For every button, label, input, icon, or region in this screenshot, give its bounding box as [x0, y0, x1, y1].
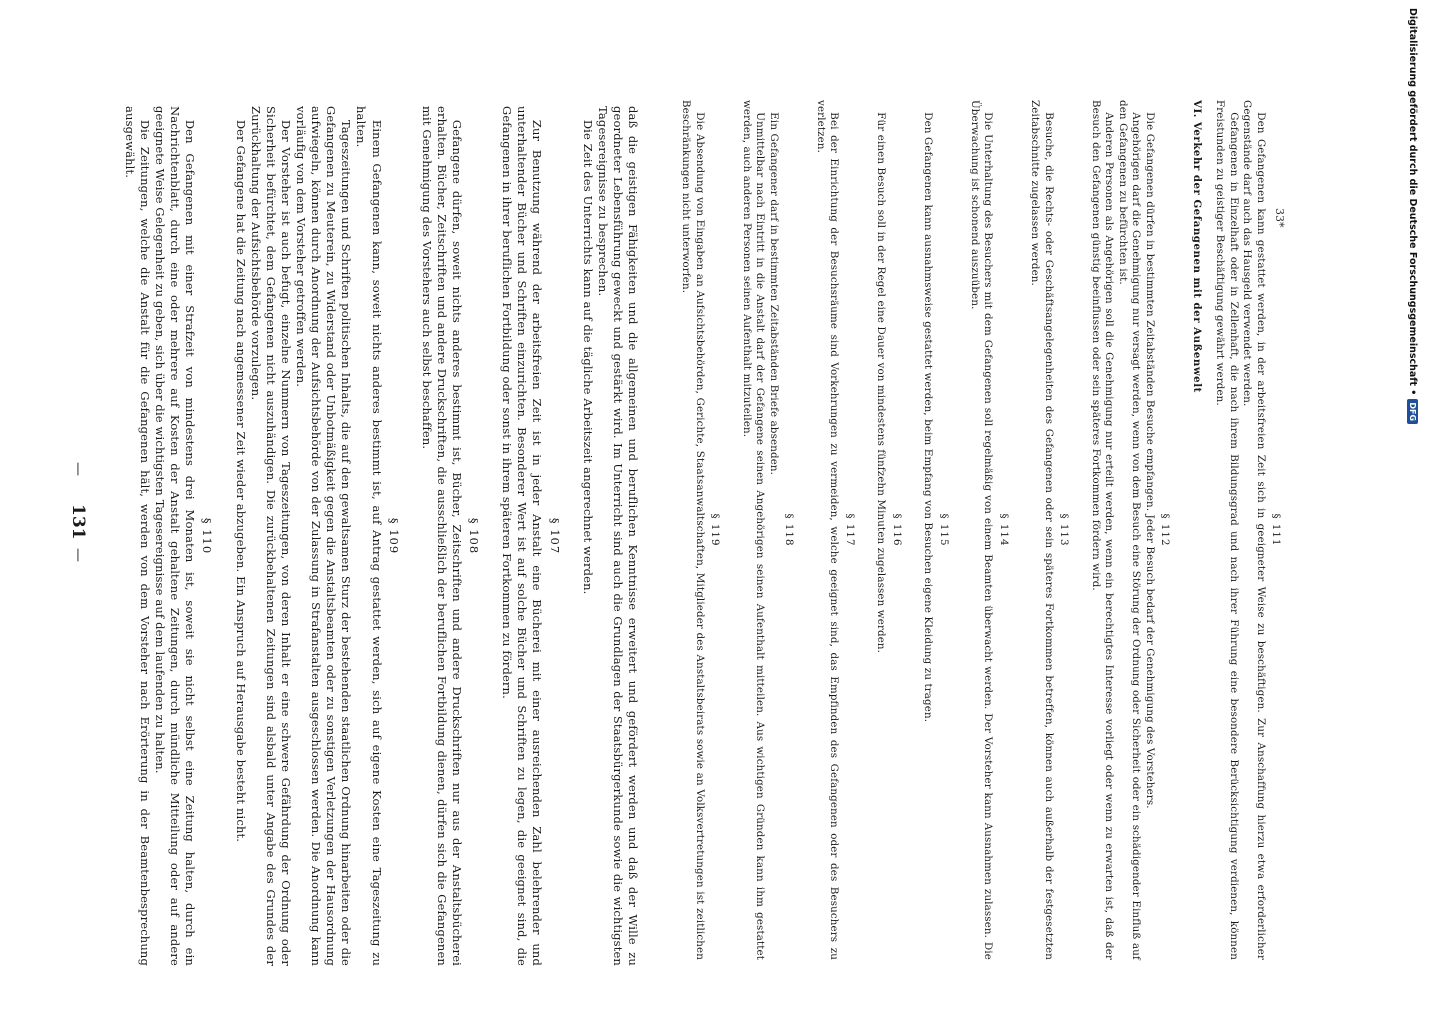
- paragraph: Zur Benutzung während der arbeitsfreien Zeit ist in jeder Anstalt eine Bücherei mit einer ausreichenden Zahl belehrender und unterhaltender Bücher und Schriften einzurichten. Besonderer Wert ist auf solche Bücher und Schriften zu legen, die geeignet sind, die Gefangenen in ihrer beruflichen Fortbildung oder sonst in ihrem späteren Fortkommen zu fördern.: [500, 106, 545, 966]
- section-heading-118: § 118: [783, 513, 796, 547]
- section-heading-114: § 114: [997, 513, 1010, 547]
- page-header: [66, 462, 88, 1022]
- paragraph: Den Gefangenen mit einer Strafzeit von mindestens drei Monaten ist, soweit sie nicht selbst eine Zeitung halten, durch ein Nachrichtenblatt, durch eine oder mehrere auf Kosten der Anstalt gehaltene Zeitungen, durch mündliche Mitteilung oder auf andere geeignete Weise Gelegenheit zu geben, sich über die wichtigsten Tagesereignisse auf dem laufenden zu halten.: [153, 106, 198, 966]
- paragraph: Die Zeitungen, welche die Anstalt für die Gefangenen hält, werden von dem Vorsteher nach Erörterung in der Beamtenbesprechung ausgewählt.: [122, 106, 153, 966]
- credit-text: Digitalisierung gefördert durch die Deutsche Forschungsgemeinschaft •: [1407, 8, 1418, 396]
- paragraph: Einem Gefangenen kann, soweit nichts anderes bestimmt ist, auf Antrag gestattet werden, sich auf eigene Kosten eine Tageszeitung zu halten.: [354, 106, 384, 966]
- section-heading-115: § 115: [937, 513, 950, 547]
- header-dash-right: —: [70, 548, 86, 562]
- paragraph: Ein Gefangener darf in bestimmten Zeitabständen Briefe absenden.: [767, 112, 780, 476]
- section-heading-110: § 110: [200, 517, 215, 555]
- paragraph: Der Gefangene hat die Zeitung nach angemessener Zeit wieder abzugeben. Ein Anspruch auf Herausgabe besteht nicht.: [233, 119, 248, 843]
- section-heading-116: § 116: [890, 513, 903, 547]
- paragraph: Angehörigen darf die Genehmigung nur versagt werden, wenn von dem Besuch eine Störung der Ordnung oder Sicherheit oder ein schädigender Einfluß auf den Gefangenen zu befürchten ist.: [1116, 100, 1143, 960]
- section-heading-109: § 109: [386, 517, 401, 555]
- dfg-logo-icon: DFG: [1407, 399, 1418, 424]
- section-heading-111: § 111: [1270, 513, 1282, 547]
- printer-signature: 33*: [1273, 208, 1286, 228]
- left-text-column: [122, 106, 640, 966]
- page-number: 131: [68, 504, 88, 540]
- right-text-column: [679, 100, 1300, 960]
- paragraph: Besuche, die Rechts- oder Geschäftsangelegenheiten des Gefangenen oder sein späteres Fortkommen betreffen, können auch außerhalb der festgesetzten Zeitabschnitte zugelassen werden.: [1029, 100, 1055, 960]
- header-dash-left: —: [70, 462, 86, 476]
- paragraph: Gefangenen in Einzelhaft oder in Zellenhaft, die nach ihrem Bildungsgrad und nach ihrer Führung eine besondere Berücksichtigung verdienen, können Freistunden zu geistiger Beschäftigung gewährt werden.: [1214, 100, 1240, 960]
- section-heading-119: § 119: [709, 513, 722, 547]
- paragraph: Gefangene dürfen, soweit nichts anderes bestimmt ist, Bücher, Zeitschriften und andere Druckschriften nur aus der Anstaltsbücherei erhalten. Bücher, Zeitschriften und andere Druckschriften, die ausschließlich der beruflichen Fortbildung dienen, dürfen sich die Gefangenen mit Genehmigung des Vorstehers auch selbst beschaffen.: [419, 106, 465, 966]
- section-heading-108: § 108: [467, 517, 482, 555]
- digitization-credit: [1407, 8, 1418, 424]
- paragraph: Unmittelbar nach Eintritt in die Anstalt darf der Gefangene seinen Angehörigen seinen Aufenthalt mitteilen. Aus wichtigen Gründen kann ihm gestattet werden, auch anderen Personen seinen Aufenthalt mitzuteilen.: [740, 100, 767, 960]
- section-heading-107: § 107: [547, 517, 562, 555]
- paragraph: Bei der Einrichtung der Besuchsräume sind Vorkehrungen zu vermeiden, welche geeignet sind, das Empfinden des Gefangenen oder des Besuchers zu verletzen.: [814, 100, 841, 960]
- paragraph: Die Zeit des Unterrichts kann auf die tägliche Arbeitszeit angerechnet werden.: [580, 119, 595, 595]
- paragraph: Den Gefangenen kann gestattet werden, in der arbeitsfreien Zeit sich in geeigneter Weise zu beschäftigen. Zur Anschaffung hierzu etwa erforderlicher Gegenstände darf auch das Hausgeld verwendet werden.: [1241, 100, 1267, 960]
- section-heading-117: § 117: [843, 513, 856, 547]
- paragraph: daß die geistigen Fähigkeiten und die allgemeinen und beruflichen Kenntnisse erweitert und gefördert werden und daß der Wille zu geordneter Lebensführung geweckt und gestärkt wird. Im Unterricht sind auch die Grundlagen der Staatsbürgerkunde sowie die wichtigsten Tagesereignisse zu besprechen.: [595, 106, 640, 966]
- section-heading-113: § 113: [1058, 513, 1071, 547]
- chapter-heading: VI. Verkehr der Gefangenen mit der Außenwelt: [1190, 100, 1203, 393]
- section-heading-112: § 112: [1159, 513, 1172, 547]
- paragraph: Den Gefangenen kann ausnahmsweise gestattet werden, beim Empfang von Besuchen eigene Kleidung zu tragen.: [922, 112, 935, 723]
- paragraph: Tageszeitungen und Schriften politischen Inhalts, die auf den gewaltsamen Sturz der bestehenden staatlichen Ordnung hinarbeiten oder die Gefangenen zu Meuterein, zu Widerstand oder Unbotmäßigkeit gegen die Anstaltsbeamten oder zu sonstigen Verletzungen der Hausordnung aufwiegeln, können durch Anordnung der Aufsichtsbehörde von der Zulassung in Strafanstalten ausgeschlossen werden. Die Anordnung kann vorläufig von dem Vorsteher getroffen werden.: [294, 106, 354, 966]
- paragraph: Die Gefangenen dürfen in bestimmten Zeitabständen Besuche empfangen. Jeder Besuch bedarf der Genehmigung des Vorstehers.: [1143, 112, 1156, 809]
- paragraph: Der Vorsteher ist auch befugt, einzelne Nummern von Tageszeitungen, von deren Inhalt er eine schwere Gefährdung der Ordnung oder Sicherheit befürchtet, dem Gefangenen nicht auszuhändigen. Die zurückbehaltenen Zeitungen sind alsbald unter Angabe des Grundes der Zurückhaltung der Aufsichtsbehörde vorzulegen.: [248, 106, 293, 966]
- paragraph: Für einen Besuch soll in der Regel eine Dauer von mindestens fünfzehn Minuten zugelassen werden.: [875, 112, 888, 654]
- paragraph: Die Unterhaltung des Besuchers mit dem Gefangenen soll regelmäßig von einem Beamten überwacht werden. Der Vorsteher kann Ausnahmen zulassen. Die Überwachung ist schonend auszuüben.: [969, 100, 995, 960]
- paragraph: Die Absendung von Eingaben an Aufsichtsbehörden, Gerichte, Staatsanwaltschaften, Mitglieder des Anstaltsbeirats sowie an Volksvertretungen ist zeitlichen Beschränkungen nicht unterworfen.: [680, 100, 706, 960]
- paragraph: Anderen Personen als Angehörigen soll die Genehmigung nur erteilt werden, wenn ein berechtigtes Interesse vorliegt oder wenn zu erwarten ist, daß der Besuch den Gefangenen günstig beeinflussen oder sein späteres Fortkommen fördern wird.: [1089, 100, 1116, 960]
